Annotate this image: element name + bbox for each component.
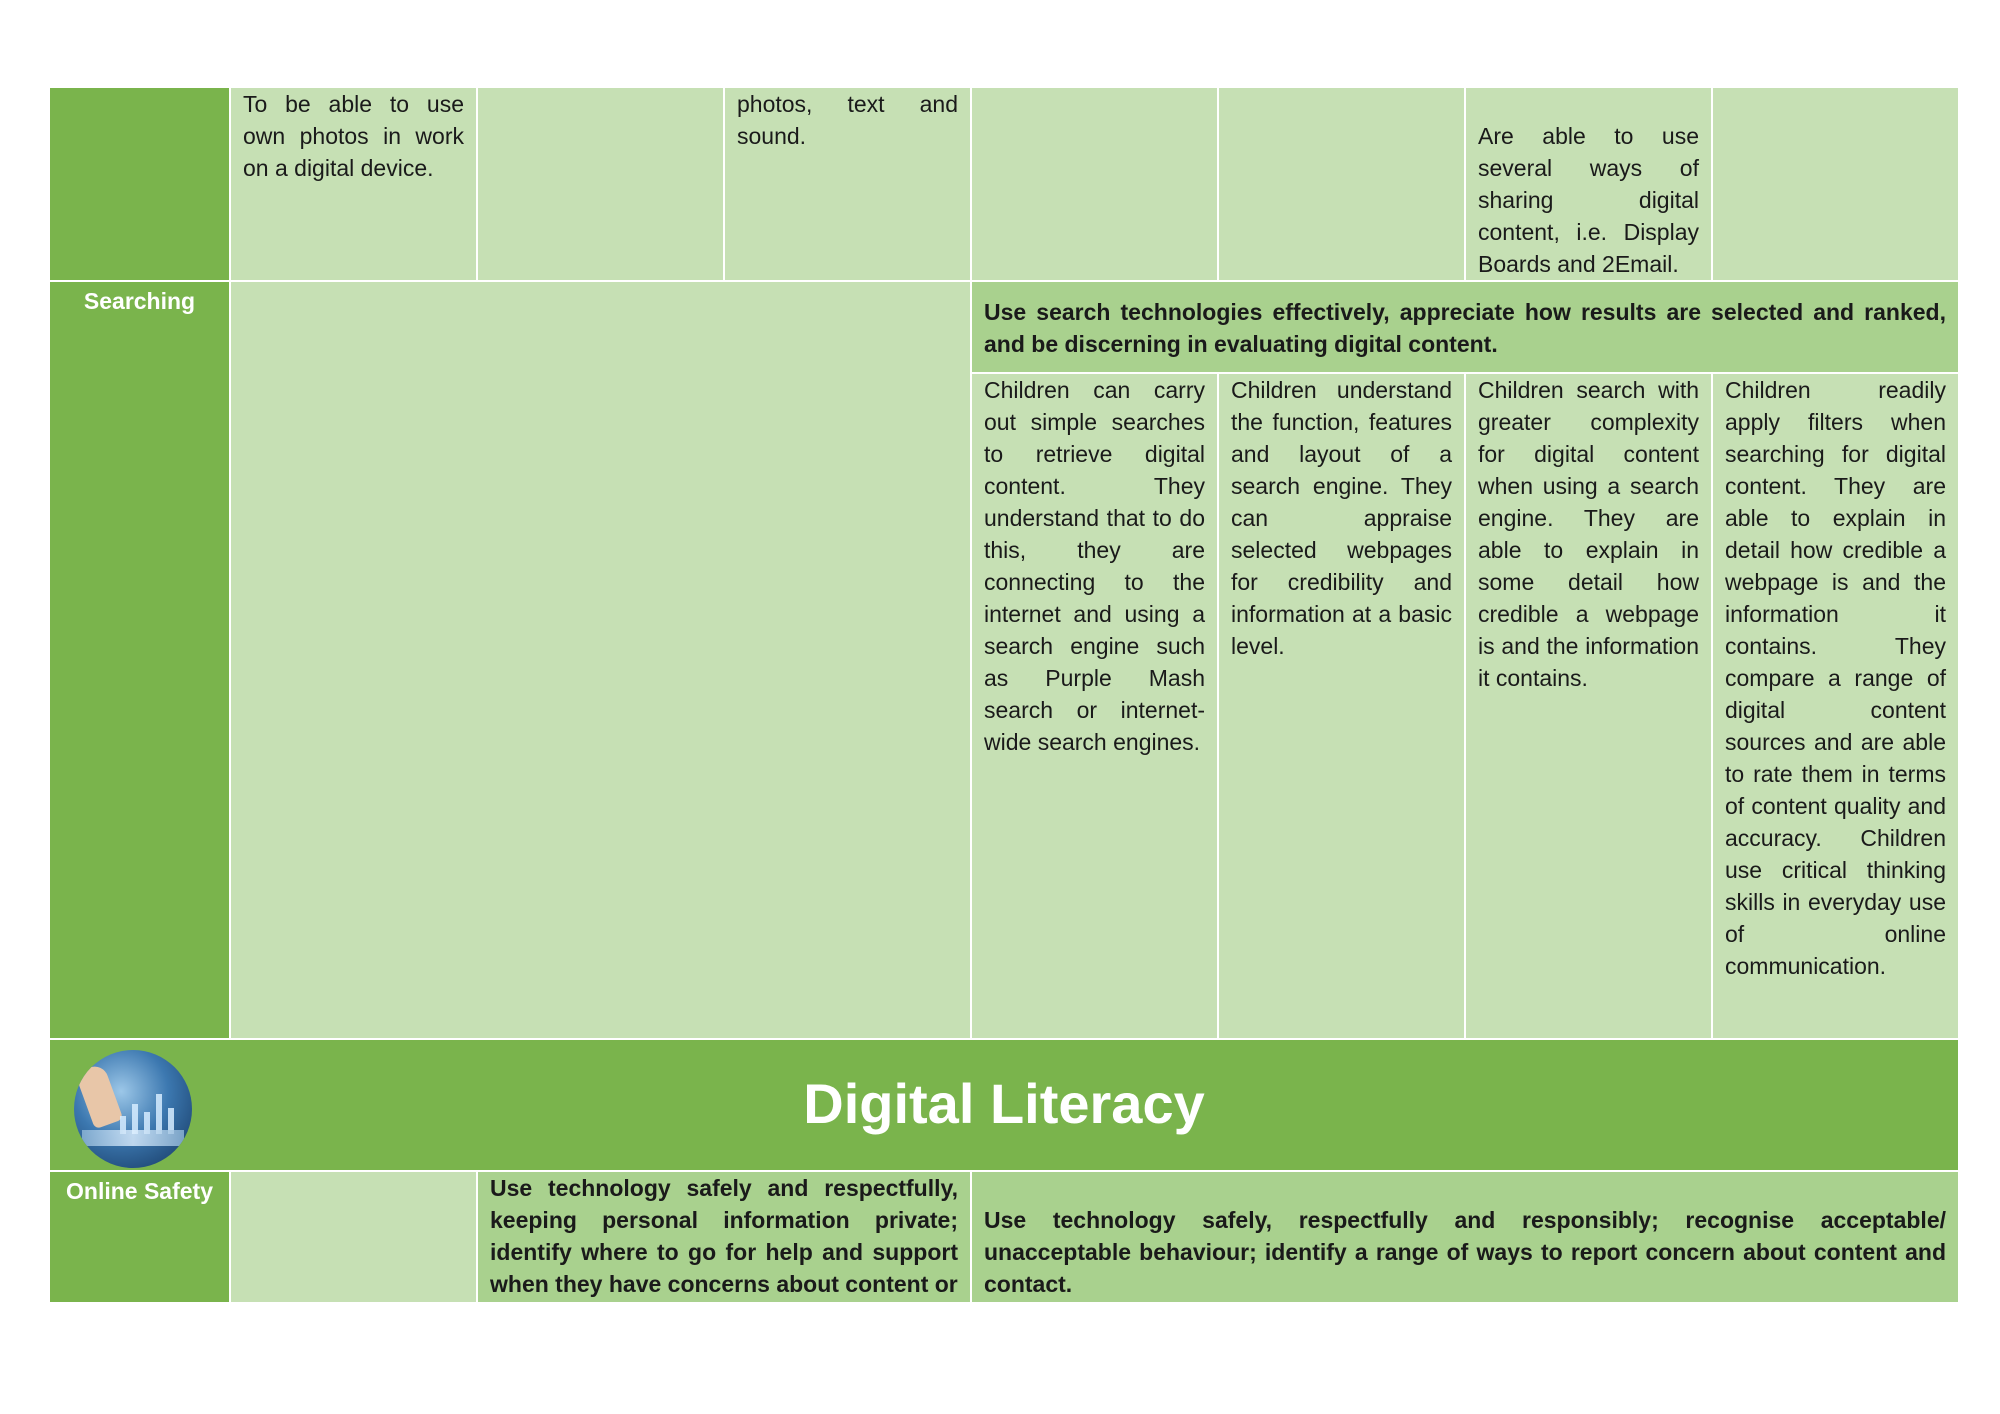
row-top-cell-8 (1713, 88, 1958, 280)
row-top-cell-6 (1219, 88, 1464, 280)
online-safety-label: Online Safety (50, 1172, 229, 1302)
row-top-cell-2: To be able to use own photos in work on a digital device. (231, 88, 476, 280)
searching-ks1-empty-cell (231, 282, 970, 1038)
section-title: Digital Literacy (50, 1040, 1958, 1170)
row-top-label-cell (50, 88, 229, 280)
online-safety-ks1: Use technology safely and respectfully, keeping personal information private; identify where to go for help and support when they have concerns about content or (478, 1172, 970, 1302)
row-top-cell-5 (972, 88, 1217, 280)
row-top-cell-7: Are able to use several ways of sharing digital content, i.e. Display Boards and 2Email. (1466, 88, 1711, 280)
searching-year5: Children search with greater complexity for digital content when using a search engine. They are able to explain in some detail how credible a webpage is and the information it contains. (1466, 374, 1711, 1038)
searching-label: Searching (50, 282, 229, 1038)
searching-objective: Use search technologies effectively, appreciate how results are selected and ranked, and be discerning in evaluating digital content. (972, 282, 1958, 372)
digital-tablet-hand-photo-icon (74, 1050, 192, 1168)
online-safety-ks2: Use technology safely, respectfully and responsibly; recognise acceptable/ unacceptable behaviour; identify a range of ways to report concern about content and contact. (972, 1172, 1958, 1302)
row-top-cell-3 (478, 88, 723, 280)
searching-year3: Children can carry out simple searches to retrieve digital content. They understand that to do this, they are connecting to the internet and using a search engine such as Purple Mash search or internet-wide search engines. (972, 374, 1217, 1038)
searching-year6: Children readily apply filters when searching for digital content. They are able to explain in detail how credible a webpage is and the information it contains. They compare a range of digital content sources and are able to rate them in terms of content quality and accuracy. Children use critical thinking skills in everyday use of online communication. (1713, 374, 1958, 1038)
searching-year4: Children understand the function, features and layout of a search engine. They can appraise selected webpages for credibility and information at a basic level. (1219, 374, 1464, 1038)
row-top-cell-4: photos, text and sound. (725, 88, 970, 280)
online-safety-eyfs-cell (231, 1172, 476, 1302)
